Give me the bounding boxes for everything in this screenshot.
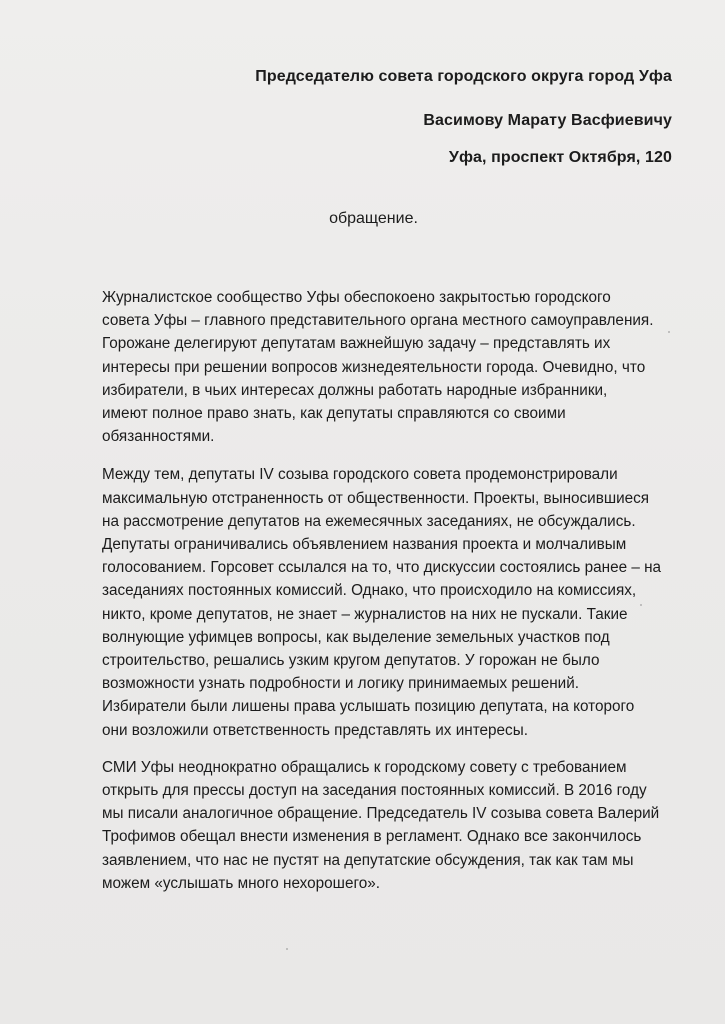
text-line: избиратели, в чьих интересах должны работать народные избранники, bbox=[102, 381, 608, 399]
text-line: Депутаты ограничивались объявлением названия проекта и молчаливым bbox=[102, 536, 627, 554]
text-line: строительство, решались узким кругом депутатов. У горожан не было bbox=[102, 652, 600, 670]
text-line: Между тем, депутаты IV созыва городского совета продемонстрировали bbox=[102, 466, 618, 484]
text-line: имеют полное право знать, как депутаты справляются со своими bbox=[102, 405, 566, 423]
addressee-address: Уфа, проспект Октября, 120 bbox=[448, 149, 672, 166]
text-line: можем «услышать много нехорошего». bbox=[102, 874, 380, 892]
text-line: максимальную отстраненность от общественности. Проекты, выносившиеся bbox=[102, 489, 650, 507]
text-line: Горожане делегируют депутатам важнейшую задачу – представлять их bbox=[102, 335, 611, 353]
document-title: обращение. bbox=[329, 210, 418, 227]
text-line: никто, кроме депутатов, не знает – журналистов на них не пускали. Такие bbox=[102, 605, 628, 623]
paragraph-1 bbox=[102, 286, 694, 448]
scan-speck bbox=[640, 604, 642, 606]
paragraph-2 bbox=[102, 463, 694, 741]
text-line: СМИ Уфы неоднократно обращались к городскому совету с требованием bbox=[102, 758, 627, 776]
text-line: заявлением, что нас не пустят на депутатские обсуждения, так как там мы bbox=[102, 851, 634, 869]
text-line: они возложили ответственность представлять их интересы. bbox=[102, 721, 528, 739]
text-line: Избиратели были лишены права услышать позицию депутата, на которого bbox=[102, 698, 635, 716]
paragraph-3 bbox=[102, 756, 694, 895]
addressee-position: Председателю совета городского округа город Уфа bbox=[255, 68, 672, 85]
text-line: возможности узнать подробности и логику принимаемых решений. bbox=[102, 675, 579, 693]
text-line: совета Уфы – главного представительного органа местного самоуправления. bbox=[102, 312, 654, 330]
text-line: интересы при решении вопросов жизнедеятельности города. Очевидно, что bbox=[102, 358, 646, 376]
scan-speck bbox=[668, 331, 670, 333]
text-line: мы писали аналогичное обращение. Председатель IV созыва совета Валерий bbox=[102, 805, 660, 823]
text-line: обязанностями. bbox=[102, 428, 215, 446]
text-line: открыть для прессы доступ на заседания постоянных комиссий. В 2016 году bbox=[102, 782, 647, 800]
text-line: Журналистское сообщество Уфы обеспокоено закрытостью городского bbox=[102, 289, 611, 306]
scan-speck bbox=[286, 948, 288, 950]
text-line: Трофимов обещал внести изменения в регламент. Однако все закончилось bbox=[102, 828, 642, 846]
text-line: заседаниях постоянных комиссий. Однако, что происходило на комиссиях, bbox=[102, 582, 637, 600]
addressee-name: Васимову Марату Васфиевичу bbox=[423, 112, 672, 129]
text-line: голосованием. Горсовет ссылался на то, что дискуссии состоялись ранее – на bbox=[102, 559, 662, 577]
document-body bbox=[102, 286, 694, 895]
text-line: на рассмотрение депутатов на ежемесячных заседаниях, не обсуждались. bbox=[102, 512, 636, 530]
text-line: волнующие уфимцев вопросы, как выделение земельных участков под bbox=[102, 628, 610, 646]
